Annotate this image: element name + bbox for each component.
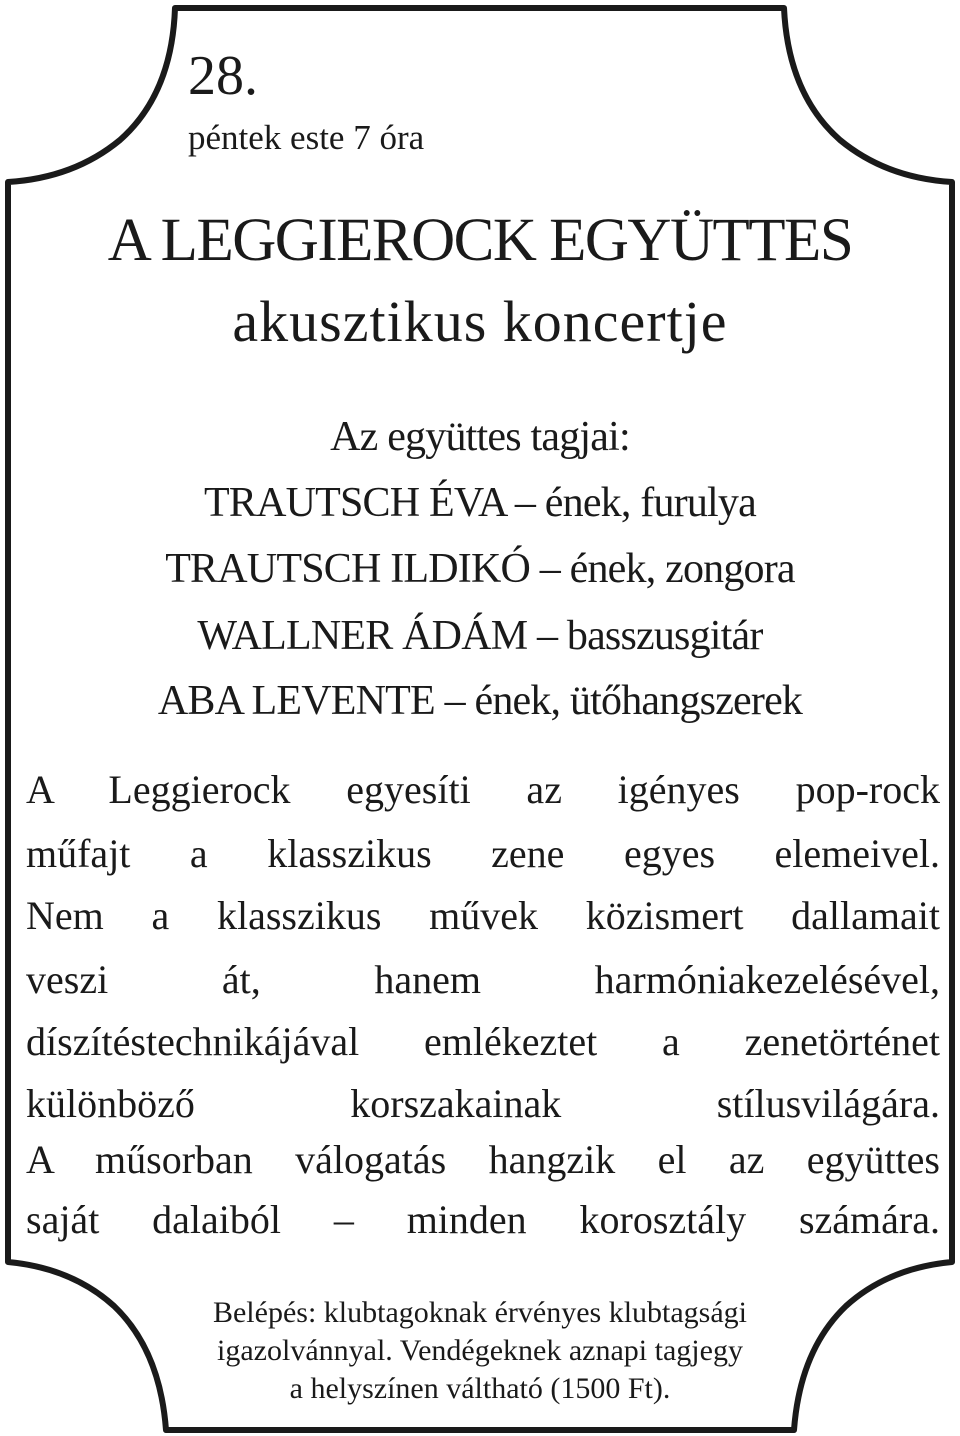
entry-line: a helyszínen váltható (1500 Ft). (289, 1372, 671, 1405)
member-line: WALLNER ÁDÁM – basszusgitár (197, 613, 763, 659)
description-line: Nem a klasszikus művek közismert dallamait (26, 893, 940, 938)
member-line: TRAUTSCH ILDIKÓ – ének, zongora (165, 546, 795, 592)
entry-line: igazolvánnyal. Vendégeknek aznapi tagjegy (217, 1334, 743, 1367)
description-line: A műsorban válogatás hangzik el az együttes (26, 1137, 940, 1182)
description-line: veszi át, hanem harmóniakezelésével, (26, 957, 940, 1002)
member-line: TRAUTSCH ÉVA – ének, furulya (204, 480, 756, 526)
description-line: díszítéstechnikájával emlékeztet a zenetörténet (26, 1019, 940, 1064)
members-heading: Az együttes tagjai: (330, 414, 630, 460)
description-line: különböző korszakainak stílusvilágára. (26, 1081, 940, 1126)
event-time: péntek este 7 óra (188, 118, 425, 157)
description-line: A Leggierock egyesíti az igényes pop-rock (26, 767, 940, 812)
description-line: saját dalaiból – minden korosztály számára. (26, 1197, 940, 1242)
member-line: ABA LEVENTE – ének, ütőhangszerek (157, 678, 803, 724)
entry-line: Belépés: klubtagoknak érvényes klubtagsági (212, 1296, 748, 1329)
event-title: A LEGGIEROCK EGYÜTTES (107, 207, 853, 274)
description-line: műfajt a klasszikus zene egyes elemeivel. (26, 831, 940, 876)
event-subtitle: akusztikus koncertje (232, 289, 728, 354)
event-number: 28. (188, 45, 258, 107)
